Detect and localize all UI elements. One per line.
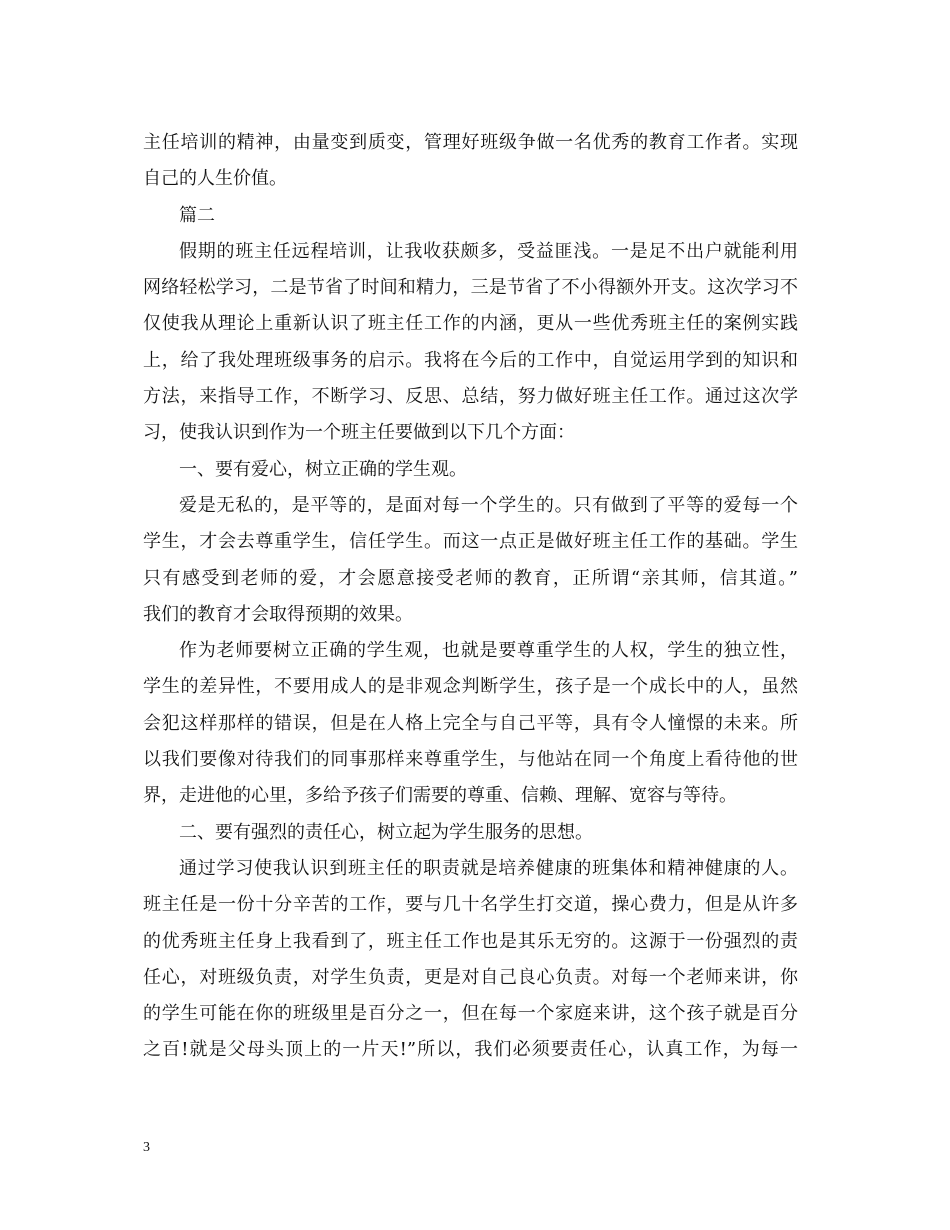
text-line: 的学生可能在你的班级里是百分之一，但在每一个家庭来讲，这个孩子就是百分 [143, 1003, 798, 1025]
body-text [143, 125, 798, 1069]
text-line: 一、要有爱心，树立正确的学生观。 [179, 458, 467, 480]
text-line: 仅使我从理论上重新认识了班主任工作的内涵，更从一些优秀班主任的案例实践 [143, 313, 798, 335]
text-line: 篇二 [179, 204, 215, 226]
text-line: 爱是无私的，是平等的，是面对每一个学生的。只有做到了平等的爱每一个 [179, 494, 798, 516]
text-line: 会犯这样那样的错误，但是在人格上完全与自己平等，具有令人憧憬的未来。所 [143, 712, 798, 734]
text-line: 自己的人生价值。 [143, 168, 287, 190]
text-line: 假期的班主任远程培训，让我收获颇多，受益匪浅。一是足不出户就能利用 [179, 240, 798, 262]
text-line: 学生，才会去尊重学生，信任学生。而这一点正是做好班主任工作的基础。学生 [143, 531, 798, 553]
text-line: 班主任是一份十分辛苦的工作，要与几十名学生打交道，操心费力，但是从许多 [143, 894, 798, 916]
text-line: 习，使我认识到作为一个班主任要做到以下几个方面： [143, 422, 575, 444]
text-line: 主任培训的精神，由量变到质变，管理好班级争做一名优秀的教育工作者。实现 [143, 132, 798, 153]
text-line: 界，走进他的心里，多给予孩子们需要的尊重、信赖、理解、宽容与等待。 [143, 785, 737, 807]
text-line: 通过学习使我认识到班主任的职责就是培养健康的班集体和精神健康的人。 [179, 857, 798, 879]
page-number: 3 [143, 1140, 150, 1155]
text-line: 学生的差异性，不要用成人的是非观念判断学生，孩子是一个成长中的人，虽然 [143, 676, 798, 698]
text-line: 之百!就是父母头顶上的一片天!”所以，我们必须要责任心，认真工作，为每一 [143, 1039, 798, 1061]
text-line: 网络轻松学习，二是节省了时间和精力，三是节省了不小得额外开支。这次学习不 [143, 277, 798, 299]
text-line: 任心，对班级负责，对学生负责，更是对自己良心负责。对每一个老师来讲，你 [143, 966, 798, 988]
text-line: 的优秀班主任身上我看到了，班主任工作也是其乐无穷的。这源于一份强烈的责 [143, 930, 798, 952]
text-line: 只有感受到老师的爱，才会愿意接受老师的教育，正所谓“亲其师，信其道。” [143, 567, 798, 589]
text-line: 上，给了我处理班级事务的启示。我将在今后的工作中，自觉运用学到的知识和 [143, 349, 798, 371]
text-line: 我们的教育才会取得预期的效果。 [143, 603, 413, 625]
text-line: 作为老师要树立正确的学生观，也就是要尊重学生的人权，学生的独立性， [179, 640, 798, 662]
text-line: 方法，来指导工作，不断学习、反思、总结，努力做好班主任工作。通过这次学 [143, 386, 798, 408]
text-line: 二、要有强烈的责任心，树立起为学生服务的思想。 [179, 821, 593, 843]
text-line: 以我们要像对待我们的同事那样来尊重学生，与他站在同一个角度上看待他的世 [143, 749, 798, 771]
